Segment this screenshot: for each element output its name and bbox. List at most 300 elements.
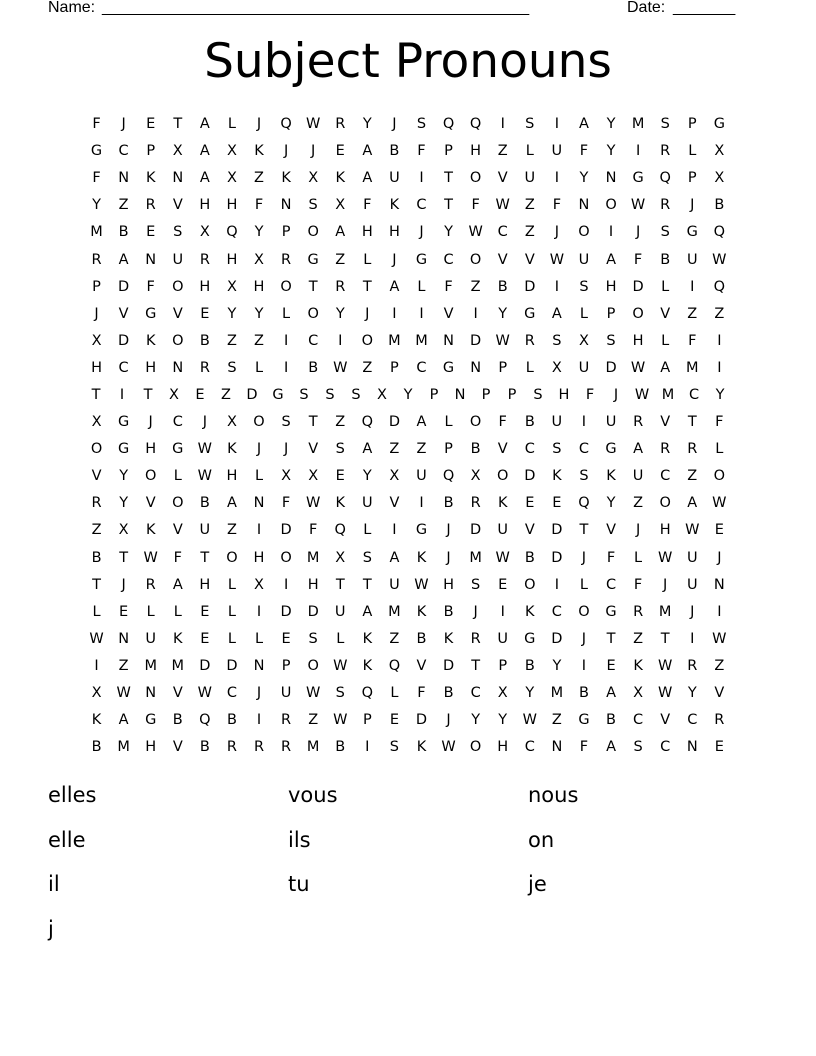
grid-letter[interactable]: I bbox=[554, 278, 559, 295]
grid-letter[interactable]: J bbox=[717, 549, 722, 566]
grid-letter[interactable]: C bbox=[687, 712, 698, 729]
grid-letter[interactable]: Y bbox=[403, 386, 413, 403]
grid-letter[interactable]: D bbox=[199, 657, 211, 674]
grid-letter[interactable]: S bbox=[471, 576, 481, 593]
grid-letter[interactable]: U bbox=[199, 522, 211, 539]
grid-letter[interactable]: X bbox=[199, 224, 210, 241]
grid-letter[interactable]: D bbox=[605, 359, 617, 376]
grid-letter[interactable]: Y bbox=[579, 170, 589, 187]
grid-letter[interactable]: C bbox=[524, 441, 535, 458]
grid-letter[interactable]: C bbox=[470, 685, 481, 702]
grid-letter[interactable]: S bbox=[335, 685, 345, 702]
grid-letter[interactable]: Y bbox=[119, 495, 129, 512]
grid-letter[interactable]: G bbox=[415, 522, 428, 539]
grid-letter[interactable]: K bbox=[525, 603, 535, 620]
grid-letter[interactable]: T bbox=[173, 116, 183, 133]
grid-letter[interactable]: Z bbox=[118, 197, 129, 214]
grid-letter[interactable]: J bbox=[446, 549, 451, 566]
grid-letter[interactable]: X bbox=[226, 414, 237, 431]
grid-letter[interactable]: C bbox=[633, 712, 644, 729]
grid-letter[interactable]: X bbox=[226, 143, 237, 160]
grid-letter[interactable]: Z bbox=[687, 305, 698, 322]
grid-letter[interactable]: W bbox=[333, 657, 348, 674]
grid-letter[interactable]: P bbox=[146, 143, 156, 160]
grid-letter[interactable]: G bbox=[272, 386, 284, 403]
grid-letter[interactable]: H bbox=[199, 278, 211, 295]
grid-letter[interactable]: J bbox=[365, 305, 370, 322]
grid-letter[interactable]: P bbox=[687, 170, 697, 187]
grid-letter[interactable]: V bbox=[172, 305, 183, 322]
grid-letter[interactable]: M bbox=[388, 603, 401, 620]
grid-letter[interactable]: V bbox=[172, 522, 183, 539]
grid-letter[interactable]: Y bbox=[254, 305, 264, 322]
grid-letter[interactable]: P bbox=[281, 224, 291, 241]
grid-letter[interactable]: I bbox=[690, 278, 695, 295]
grid-letter[interactable]: T bbox=[308, 414, 318, 431]
grid-letter[interactable]: V bbox=[660, 414, 671, 431]
grid-letter[interactable]: T bbox=[308, 278, 318, 295]
grid-letter[interactable]: C bbox=[551, 603, 562, 620]
grid-letter[interactable]: L bbox=[661, 332, 670, 349]
grid-letter[interactable]: T bbox=[444, 197, 453, 214]
grid-letter[interactable]: O bbox=[307, 657, 319, 674]
grid-letter[interactable]: Q bbox=[226, 224, 238, 241]
grid-letter[interactable]: Y bbox=[606, 143, 616, 160]
grid-letter[interactable]: W bbox=[712, 495, 727, 512]
grid-letter[interactable]: K bbox=[281, 170, 291, 187]
grid-letter[interactable]: T bbox=[200, 549, 210, 566]
grid-letter[interactable]: N bbox=[253, 495, 265, 512]
grid-letter[interactable]: M bbox=[686, 359, 699, 376]
grid-letter[interactable]: W bbox=[197, 468, 213, 485]
grid-letter[interactable]: W bbox=[197, 685, 213, 702]
grid-letter[interactable]: A bbox=[118, 251, 129, 268]
grid-letter[interactable]: H bbox=[226, 251, 238, 268]
grid-letter[interactable]: I bbox=[554, 170, 559, 187]
grid-letter[interactable]: Q bbox=[334, 522, 346, 539]
grid-letter[interactable]: I bbox=[473, 305, 478, 322]
grid-letter[interactable]: H bbox=[558, 386, 570, 403]
grid-letter[interactable]: Y bbox=[92, 197, 101, 214]
grid-letter[interactable]: U bbox=[280, 685, 292, 702]
grid-letter[interactable]: F bbox=[146, 278, 155, 295]
grid-letter[interactable]: P bbox=[281, 657, 291, 674]
grid-letter[interactable]: S bbox=[308, 630, 318, 647]
grid-letter[interactable]: I bbox=[119, 386, 125, 403]
grid-letter[interactable]: L bbox=[363, 522, 372, 539]
grid-letter[interactable]: I bbox=[554, 116, 559, 133]
grid-letter[interactable]: X bbox=[470, 468, 481, 485]
grid-letter[interactable]: Q bbox=[361, 685, 374, 702]
grid-letter[interactable]: S bbox=[579, 468, 589, 485]
grid-letter[interactable]: O bbox=[307, 305, 319, 322]
grid-letter[interactable]: H bbox=[361, 224, 373, 241]
grid-letter[interactable]: R bbox=[145, 576, 156, 593]
grid-letter[interactable]: O bbox=[469, 251, 482, 268]
grid-letter[interactable]: N bbox=[172, 170, 184, 187]
grid-letter[interactable]: A bbox=[389, 278, 400, 295]
grid-letter[interactable]: F bbox=[417, 143, 426, 160]
grid-letter[interactable]: U bbox=[334, 603, 346, 620]
grid-letter[interactable]: C bbox=[416, 359, 427, 376]
grid-letter[interactable]: N bbox=[454, 386, 466, 403]
grid-letter[interactable]: J bbox=[690, 603, 695, 620]
grid-letter[interactable]: G bbox=[686, 224, 698, 241]
date-blank-line[interactable]: _______ bbox=[673, 0, 736, 16]
grid-letter[interactable]: O bbox=[469, 739, 482, 756]
grid-letter[interactable]: W bbox=[658, 657, 673, 674]
grid-letter[interactable]: I bbox=[581, 414, 587, 431]
grid-letter[interactable]: N bbox=[470, 359, 482, 376]
grid-letter[interactable]: J bbox=[148, 414, 153, 431]
grid-letter[interactable]: F bbox=[92, 116, 101, 133]
grid-letter[interactable]: I bbox=[500, 603, 505, 620]
grid-letter[interactable]: A bbox=[362, 603, 373, 620]
grid-letter[interactable]: J bbox=[202, 414, 207, 431]
grid-letter[interactable]: X bbox=[308, 468, 319, 485]
grid-letter[interactable]: Y bbox=[498, 305, 508, 322]
grid-letter[interactable]: R bbox=[660, 197, 671, 214]
grid-letter[interactable]: C bbox=[578, 441, 589, 458]
grid-letter[interactable]: B bbox=[389, 143, 400, 160]
grid-letter[interactable]: H bbox=[226, 468, 238, 485]
grid-letter[interactable]: F bbox=[417, 685, 426, 702]
grid-letter[interactable]: F bbox=[444, 278, 453, 295]
grid-letter[interactable]: D bbox=[280, 522, 292, 539]
grid-letter[interactable]: A bbox=[551, 305, 562, 322]
grid-letter[interactable]: D bbox=[524, 468, 536, 485]
grid-letter[interactable]: V bbox=[497, 441, 508, 458]
grid-letter[interactable]: K bbox=[633, 657, 643, 674]
grid-letter[interactable]: K bbox=[362, 630, 373, 647]
grid-letter[interactable]: L bbox=[282, 305, 291, 322]
grid-letter[interactable]: V bbox=[497, 251, 508, 268]
grid-letter[interactable]: E bbox=[335, 468, 345, 485]
grid-letter[interactable]: X bbox=[226, 278, 237, 295]
grid-letter[interactable]: V bbox=[497, 170, 508, 187]
grid-letter[interactable]: J bbox=[581, 630, 587, 647]
grid-letter[interactable]: U bbox=[632, 468, 644, 485]
grid-letter[interactable]: S bbox=[362, 549, 372, 566]
grid-letter[interactable]: J bbox=[283, 143, 289, 160]
grid-letter[interactable]: H bbox=[253, 278, 265, 295]
grid-letter[interactable]: P bbox=[606, 305, 616, 322]
grid-letter[interactable]: B bbox=[524, 414, 535, 431]
grid-letter[interactable]: B bbox=[416, 630, 427, 647]
grid-letter[interactable]: M bbox=[171, 657, 185, 674]
grid-letter[interactable]: E bbox=[146, 224, 156, 241]
grid-letter[interactable]: G bbox=[524, 305, 536, 322]
grid-letter[interactable]: X bbox=[714, 143, 725, 160]
grid-letter[interactable]: T bbox=[471, 657, 481, 674]
grid-letter[interactable]: M bbox=[469, 549, 482, 566]
grid-letter[interactable]: W bbox=[495, 549, 510, 566]
grid-letter[interactable]: U bbox=[497, 630, 509, 647]
grid-letter[interactable]: B bbox=[470, 441, 481, 458]
grid-letter[interactable]: U bbox=[389, 170, 400, 187]
grid-letter[interactable]: V bbox=[118, 305, 129, 322]
grid-letter[interactable]: H bbox=[443, 576, 454, 593]
grid-letter[interactable]: C bbox=[226, 685, 237, 702]
grid-letter[interactable]: O bbox=[172, 495, 184, 512]
grid-letter[interactable]: Z bbox=[524, 224, 535, 241]
grid-letter[interactable]: Z bbox=[714, 305, 725, 322]
grid-letter[interactable]: K bbox=[173, 630, 183, 647]
grid-letter[interactable]: I bbox=[608, 224, 614, 241]
grid-letter[interactable]: J bbox=[256, 116, 262, 133]
grid-letter[interactable]: V bbox=[389, 495, 400, 512]
grid-letter[interactable]: V bbox=[172, 739, 183, 756]
grid-letter[interactable]: D bbox=[415, 712, 428, 729]
grid-letter[interactable]: L bbox=[525, 143, 534, 160]
grid-letter[interactable]: J bbox=[121, 116, 126, 133]
grid-letter[interactable]: W bbox=[522, 712, 537, 729]
grid-letter[interactable]: Y bbox=[444, 224, 453, 241]
grid-letter[interactable]: G bbox=[713, 116, 725, 133]
grid-letter[interactable]: K bbox=[443, 630, 454, 647]
grid-letter[interactable]: J bbox=[635, 522, 641, 539]
grid-letter[interactable]: W bbox=[630, 359, 646, 376]
grid-letter[interactable]: U bbox=[551, 414, 563, 431]
grid-letter[interactable]: J bbox=[94, 305, 99, 322]
grid-letter[interactable]: X bbox=[91, 332, 102, 349]
grid-letter[interactable]: W bbox=[143, 549, 158, 566]
grid-letter[interactable]: C bbox=[172, 414, 183, 431]
grid-letter[interactable]: O bbox=[578, 603, 590, 620]
grid-letter[interactable]: R bbox=[281, 739, 292, 756]
grid-letter[interactable]: Q bbox=[280, 116, 292, 133]
grid-letter[interactable]: H bbox=[497, 739, 509, 756]
grid-letter[interactable]: U bbox=[551, 143, 563, 160]
grid-letter[interactable]: A bbox=[578, 116, 589, 133]
grid-letter[interactable]: K bbox=[497, 495, 508, 512]
grid-letter[interactable]: D bbox=[470, 522, 482, 539]
grid-letter[interactable]: K bbox=[389, 197, 400, 214]
grid-letter[interactable]: Z bbox=[389, 441, 400, 458]
grid-letter[interactable]: W bbox=[197, 441, 213, 458]
grid-letter[interactable]: H bbox=[253, 549, 265, 566]
grid-letter[interactable]: C bbox=[660, 468, 671, 485]
grid-letter[interactable]: T bbox=[335, 576, 345, 593]
grid-letter[interactable]: Q bbox=[713, 224, 726, 241]
grid-letter[interactable]: P bbox=[687, 116, 697, 133]
grid-letter[interactable]: K bbox=[145, 332, 156, 349]
grid-letter[interactable]: Z bbox=[497, 143, 508, 160]
grid-letter[interactable]: V bbox=[524, 522, 535, 539]
grid-letter[interactable]: N bbox=[713, 576, 725, 593]
grid-letter[interactable]: I bbox=[283, 332, 289, 349]
grid-letter[interactable]: H bbox=[388, 224, 400, 241]
grid-letter[interactable]: X bbox=[389, 468, 400, 485]
grid-letter[interactable]: F bbox=[585, 386, 595, 403]
grid-letter[interactable]: V bbox=[145, 495, 156, 512]
grid-letter[interactable]: I bbox=[419, 495, 424, 512]
grid-letter[interactable]: P bbox=[444, 441, 453, 458]
grid-letter[interactable]: X bbox=[335, 197, 346, 214]
grid-letter[interactable]: Z bbox=[221, 386, 231, 403]
grid-letter[interactable]: H bbox=[145, 441, 157, 458]
grid-letter[interactable]: V bbox=[91, 468, 102, 485]
grid-letter[interactable]: G bbox=[442, 359, 455, 376]
grid-letter[interactable]: C bbox=[524, 739, 535, 756]
grid-letter[interactable]: T bbox=[143, 386, 153, 403]
grid-letter[interactable]: Z bbox=[308, 712, 319, 729]
grid-letter[interactable]: F bbox=[606, 549, 616, 566]
grid-letter[interactable]: F bbox=[254, 197, 264, 214]
grid-letter[interactable]: Z bbox=[714, 657, 725, 674]
grid-letter[interactable]: W bbox=[441, 739, 456, 756]
grid-letter[interactable]: S bbox=[335, 441, 345, 458]
grid-letter[interactable]: R bbox=[687, 441, 698, 458]
grid-letter[interactable]: V bbox=[660, 305, 671, 322]
grid-letter[interactable]: L bbox=[634, 549, 643, 566]
grid-letter[interactable]: I bbox=[419, 305, 424, 322]
grid-letter[interactable]: B bbox=[443, 495, 454, 512]
grid-letter[interactable]: W bbox=[549, 251, 565, 268]
grid-letter[interactable]: K bbox=[145, 170, 156, 187]
grid-letter[interactable]: Y bbox=[335, 305, 345, 322]
grid-letter[interactable]: A bbox=[199, 170, 210, 187]
grid-letter[interactable]: Z bbox=[118, 657, 129, 674]
grid-letter[interactable]: F bbox=[308, 522, 318, 539]
grid-letter[interactable]: Y bbox=[606, 495, 616, 512]
grid-letter[interactable]: T bbox=[362, 576, 372, 593]
grid-letter[interactable]: X bbox=[254, 576, 264, 593]
grid-letter[interactable]: M bbox=[388, 332, 401, 349]
grid-letter[interactable]: O bbox=[524, 576, 536, 593]
grid-letter[interactable]: D bbox=[118, 278, 130, 295]
grid-letter[interactable]: S bbox=[299, 386, 309, 403]
grid-letter[interactable]: S bbox=[389, 739, 399, 756]
grid-letter[interactable]: C bbox=[118, 143, 129, 160]
grid-letter[interactable]: O bbox=[280, 278, 292, 295]
grid-letter[interactable]: D bbox=[246, 386, 258, 403]
grid-letter[interactable]: P bbox=[498, 657, 508, 674]
grid-letter[interactable]: W bbox=[658, 685, 673, 702]
grid-letter[interactable]: Z bbox=[416, 441, 427, 458]
grid-letter[interactable]: C bbox=[660, 739, 671, 756]
grid-letter[interactable]: A bbox=[687, 495, 698, 512]
grid-letter[interactable]: J bbox=[473, 603, 478, 620]
grid-letter[interactable]: E bbox=[281, 630, 291, 647]
grid-letter[interactable]: Z bbox=[335, 251, 346, 268]
grid-letter[interactable]: Y bbox=[606, 116, 616, 133]
grid-letter[interactable]: L bbox=[688, 143, 697, 160]
grid-letter[interactable]: X bbox=[551, 359, 562, 376]
grid-letter[interactable]: R bbox=[226, 739, 237, 756]
grid-letter[interactable]: X bbox=[335, 549, 346, 566]
grid-letter[interactable]: S bbox=[281, 414, 291, 431]
grid-letter[interactable]: E bbox=[606, 657, 616, 674]
grid-letter[interactable]: L bbox=[715, 441, 724, 458]
grid-letter[interactable]: P bbox=[444, 143, 453, 160]
grid-letter[interactable]: J bbox=[121, 576, 126, 593]
grid-letter[interactable]: R bbox=[524, 332, 535, 349]
grid-letter[interactable]: J bbox=[392, 116, 397, 133]
grid-letter[interactable]: R bbox=[199, 251, 210, 268]
grid-letter[interactable]: E bbox=[389, 712, 399, 729]
grid-letter[interactable]: Y bbox=[552, 657, 562, 674]
grid-letter[interactable]: K bbox=[416, 549, 427, 566]
grid-letter[interactable]: W bbox=[414, 576, 429, 593]
grid-letter[interactable]: B bbox=[91, 739, 102, 756]
grid-letter[interactable]: V bbox=[443, 305, 454, 322]
grid-letter[interactable]: E bbox=[498, 576, 508, 593]
grid-letter[interactable]: D bbox=[551, 549, 563, 566]
grid-letter[interactable]: O bbox=[172, 278, 184, 295]
grid-letter[interactable]: C bbox=[605, 576, 617, 593]
grid-letter[interactable]: N bbox=[145, 251, 157, 268]
grid-letter[interactable]: N bbox=[551, 739, 563, 756]
grid-letter[interactable]: G bbox=[632, 170, 644, 187]
grid-letter[interactable]: I bbox=[392, 305, 397, 322]
grid-letter[interactable]: P bbox=[498, 359, 508, 376]
grid-letter[interactable]: N bbox=[172, 359, 184, 376]
grid-letter[interactable]: Z bbox=[226, 332, 237, 349]
grid-letter[interactable]: X bbox=[633, 685, 644, 702]
grid-letter[interactable]: O bbox=[497, 468, 509, 485]
grid-letter[interactable]: R bbox=[633, 603, 644, 620]
grid-letter[interactable]: V bbox=[172, 685, 183, 702]
grid-letter[interactable]: J bbox=[554, 224, 559, 241]
grid-letter[interactable]: L bbox=[173, 603, 182, 620]
grid-letter[interactable]: B bbox=[335, 739, 346, 756]
grid-letter[interactable]: Y bbox=[362, 116, 372, 133]
grid-letter[interactable]: E bbox=[525, 495, 535, 512]
name-blank-line[interactable]: ________________________________________________ bbox=[102, 0, 530, 16]
grid-letter[interactable]: B bbox=[199, 495, 210, 512]
grid-letter[interactable]: B bbox=[714, 197, 725, 214]
grid-letter[interactable]: W bbox=[634, 386, 650, 403]
grid-letter[interactable]: J bbox=[392, 251, 397, 268]
grid-letter[interactable]: C bbox=[308, 332, 319, 349]
grid-letter[interactable]: X bbox=[497, 685, 508, 702]
grid-letter[interactable]: W bbox=[712, 630, 727, 647]
grid-letter[interactable]: L bbox=[92, 603, 101, 620]
grid-letter[interactable]: X bbox=[91, 414, 102, 431]
grid-letter[interactable]: A bbox=[172, 576, 183, 593]
grid-letter[interactable]: I bbox=[94, 657, 99, 674]
grid-letter[interactable]: J bbox=[256, 441, 262, 458]
grid-letter[interactable]: N bbox=[443, 332, 454, 349]
grid-letter[interactable]: D bbox=[524, 278, 536, 295]
grid-letter[interactable]: J bbox=[311, 143, 316, 160]
grid-letter[interactable]: B bbox=[443, 603, 454, 620]
grid-letter[interactable]: H bbox=[145, 739, 157, 756]
grid-letter[interactable]: F bbox=[633, 251, 643, 268]
grid-letter[interactable]: F bbox=[579, 739, 589, 756]
grid-letter[interactable]: R bbox=[633, 414, 644, 431]
grid-letter[interactable]: Q bbox=[469, 116, 482, 133]
grid-letter[interactable]: L bbox=[336, 630, 345, 647]
grid-letter[interactable]: J bbox=[581, 549, 587, 566]
grid-letter[interactable]: G bbox=[307, 251, 319, 268]
grid-letter[interactable]: S bbox=[552, 332, 562, 349]
grid-letter[interactable]: S bbox=[660, 116, 670, 133]
grid-letter[interactable]: A bbox=[606, 251, 616, 268]
grid-letter[interactable]: G bbox=[578, 712, 590, 729]
grid-letter[interactable]: H bbox=[145, 359, 157, 376]
grid-letter[interactable]: O bbox=[469, 170, 482, 187]
grid-letter[interactable]: R bbox=[470, 630, 481, 647]
grid-letter[interactable]: G bbox=[524, 630, 536, 647]
grid-letter[interactable]: V bbox=[660, 712, 671, 729]
grid-letter[interactable]: P bbox=[507, 386, 517, 403]
grid-letter[interactable]: Z bbox=[226, 522, 237, 539]
grid-letter[interactable]: O bbox=[578, 224, 590, 241]
grid-letter[interactable]: O bbox=[469, 414, 482, 431]
grid-letter[interactable]: V bbox=[416, 657, 427, 674]
